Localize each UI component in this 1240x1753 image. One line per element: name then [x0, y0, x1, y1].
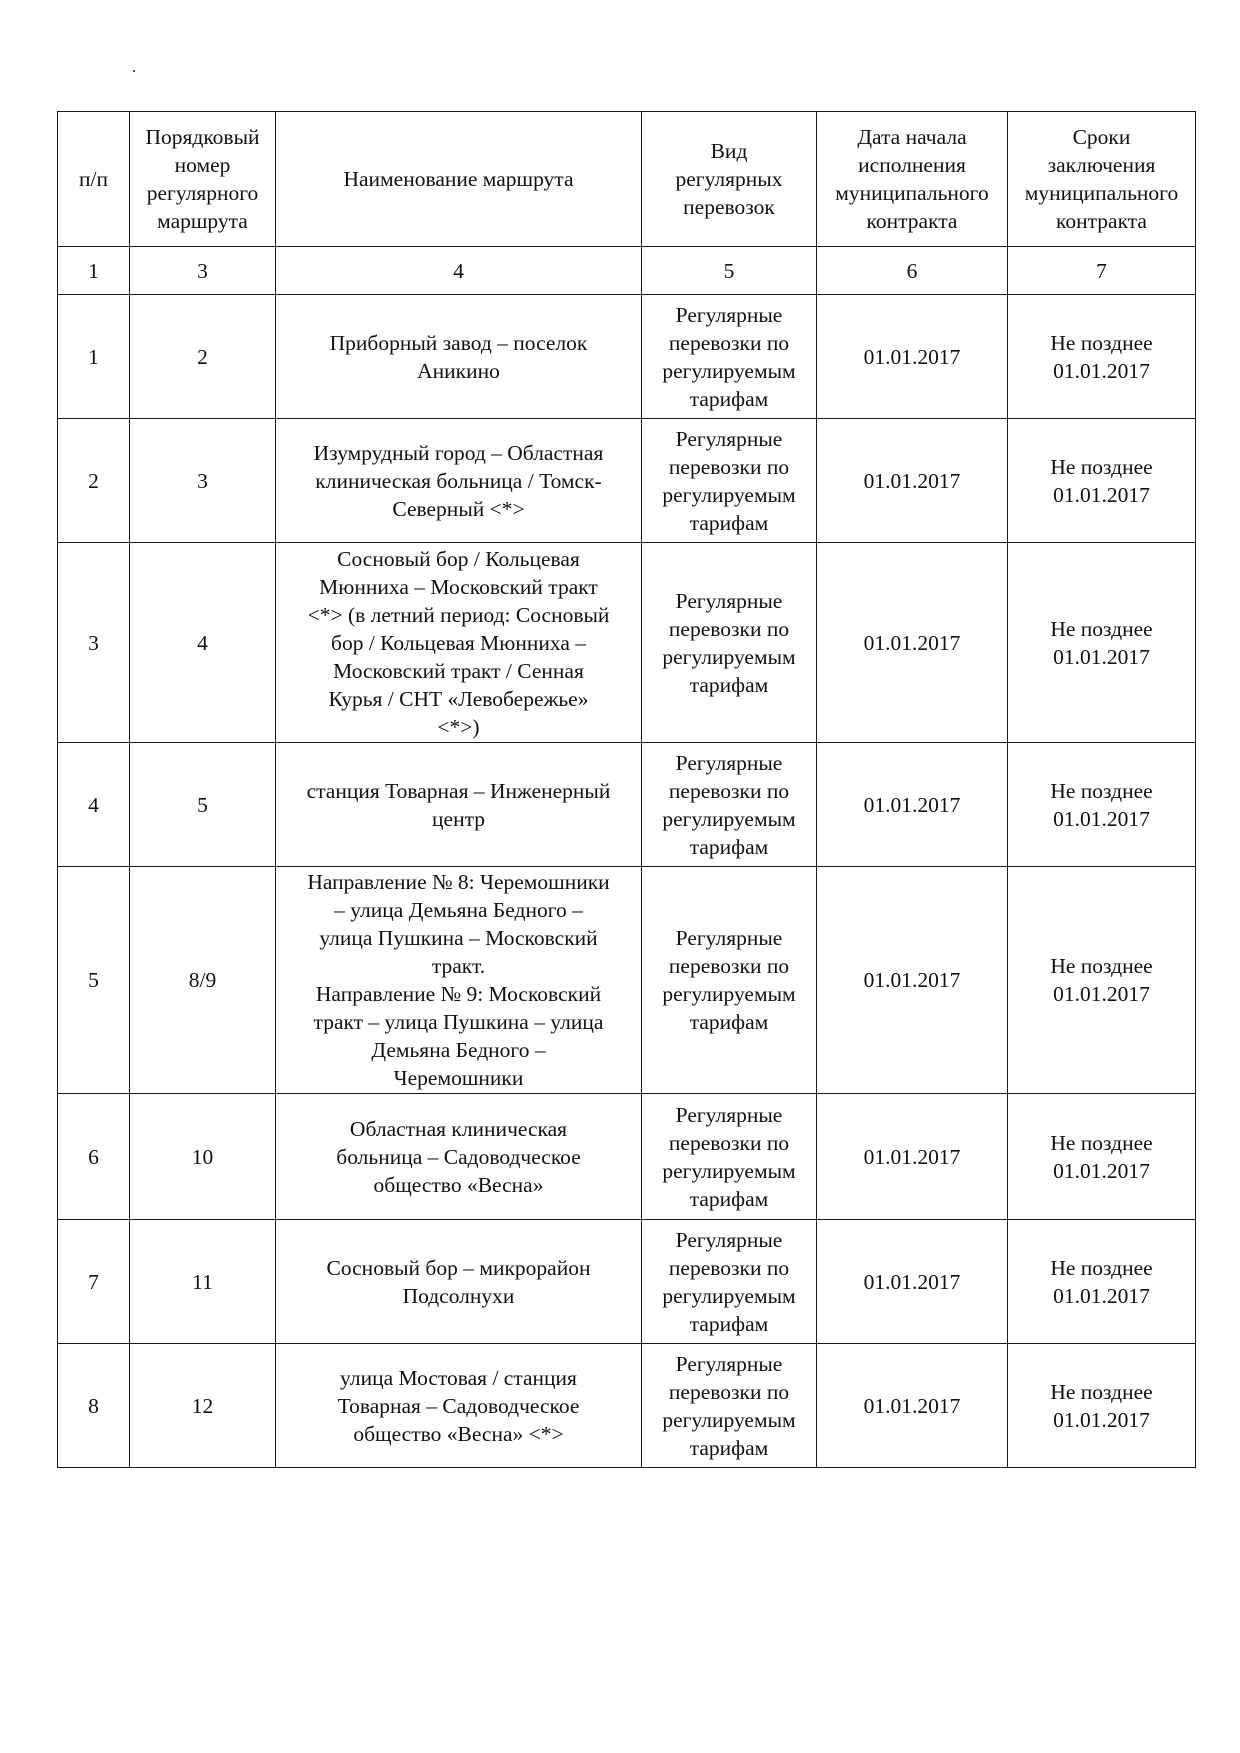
cell-contract-start-date: 01.01.2017 — [817, 419, 1008, 543]
header-row — [58, 112, 1196, 247]
cell-route-name — [276, 1220, 642, 1344]
text-line: тарифам — [689, 1311, 769, 1336]
cell-contract-start-date: 01.01.2017 — [817, 1220, 1008, 1344]
cell-pp: 5 — [58, 867, 130, 1094]
text-line: п/п — [79, 167, 108, 191]
text-line: Регулярные — [675, 1227, 783, 1252]
cell-contract-start-date: 01.01.2017 — [817, 543, 1008, 743]
text-line: Вид — [710, 139, 748, 163]
text-line: Сроки — [1072, 125, 1131, 149]
text-line: Не позднее — [1050, 954, 1153, 978]
text-line: перевозки по — [668, 454, 790, 479]
text-line: регулируемым — [662, 358, 796, 383]
cell-route-number: 10 — [130, 1094, 276, 1220]
cell-contract-deadline — [1008, 743, 1196, 867]
cell-contract-start-date: 01.01.2017 — [817, 867, 1008, 1094]
text-line: Регулярные — [675, 926, 783, 950]
text-line: регулируемым — [662, 1407, 796, 1432]
text-line: регулируемым — [662, 482, 796, 507]
cell-contract-start-date: 01.01.2017 — [817, 1094, 1008, 1220]
text-line: Регулярные — [675, 588, 783, 613]
text-line: 01.01.2017 — [1053, 1283, 1150, 1308]
text-line: перевозки по — [668, 616, 790, 641]
text-line: муниципального — [835, 181, 989, 205]
text-line: регулярного — [146, 181, 259, 205]
table-row — [58, 543, 1196, 743]
text-line: больница – Садоводческое — [336, 1144, 581, 1169]
cell-route-number: 2 — [130, 295, 276, 419]
cell-route-number: 3 — [130, 419, 276, 543]
cell-contract-start-date: 01.01.2017 — [817, 295, 1008, 419]
text-line: Изумрудный город – Областная — [313, 440, 604, 465]
text-line: Черемошники — [393, 1066, 524, 1090]
cell-contract-deadline — [1008, 867, 1196, 1094]
text-line: Областная клиническая — [349, 1116, 568, 1141]
text-line: Регулярные — [675, 750, 783, 775]
text-line: <*>) — [437, 714, 480, 739]
table-row — [58, 1094, 1196, 1220]
cell-route-number: 4 — [130, 543, 276, 743]
cell-transport-type — [642, 295, 817, 419]
table-row — [58, 867, 1196, 1094]
text-line: тарифам — [689, 672, 769, 697]
text-line: клиническая больница / Томск- — [315, 468, 602, 493]
cell-route-name — [276, 867, 642, 1094]
cell-transport-type — [642, 1344, 817, 1468]
routes-table — [57, 111, 1196, 1468]
cell-pp: 1 — [58, 295, 130, 419]
text-line: общество «Весна» — [373, 1172, 544, 1197]
cell-contract-deadline — [1008, 1094, 1196, 1220]
text-line: регулируемым — [662, 982, 796, 1006]
cell-contract-start-date: 01.01.2017 — [817, 1344, 1008, 1468]
cell-route-name — [276, 1344, 642, 1468]
text-line: исполнения — [858, 153, 966, 177]
text-line: Подсолнухи — [402, 1283, 515, 1308]
cell-pp: 3 — [58, 543, 130, 743]
text-line: номер — [174, 153, 231, 177]
text-line: тарифам — [689, 1010, 769, 1034]
text-line: перевозки по — [668, 778, 790, 803]
text-line: центр — [432, 806, 485, 831]
column-number: 7 — [1008, 247, 1196, 295]
table-row — [58, 743, 1196, 867]
cell-route-name — [276, 1094, 642, 1220]
text-line: Приборный завод – поселок — [329, 330, 588, 355]
text-line: Регулярные — [675, 1351, 783, 1376]
cell-route-name — [276, 295, 642, 419]
cell-route-number: 11 — [130, 1220, 276, 1344]
cell-pp: 7 — [58, 1220, 130, 1344]
table-row — [58, 1344, 1196, 1468]
text-line: тарифам — [689, 1186, 769, 1211]
cell-route-number: 12 — [130, 1344, 276, 1468]
text-line: перевозки по — [668, 1255, 790, 1280]
column-number: 4 — [276, 247, 642, 295]
text-line: заключения — [1047, 153, 1156, 177]
header-route-number — [130, 112, 276, 247]
text-line: Мюнниха – Московский тракт — [319, 574, 598, 599]
table-row — [58, 419, 1196, 543]
column-number: 3 — [130, 247, 276, 295]
text-line: 01.01.2017 — [1053, 482, 1150, 507]
text-line: перевозок — [683, 195, 775, 219]
cell-transport-type — [642, 1094, 817, 1220]
cell-contract-deadline — [1008, 295, 1196, 419]
text-line: тарифам — [689, 510, 769, 535]
cell-transport-type — [642, 543, 817, 743]
table-row — [58, 1220, 1196, 1344]
text-line: тарифам — [689, 1435, 769, 1460]
text-line: Направление № 9: Московский — [315, 982, 602, 1006]
text-line: перевозки по — [668, 1379, 790, 1404]
text-line: улица Пушкина – Московский — [319, 926, 598, 950]
text-line: Курья / СНТ «Левобережье» — [328, 686, 589, 711]
text-line: муниципального — [1024, 181, 1179, 205]
text-line: Регулярные — [675, 1102, 783, 1127]
header-pp — [58, 112, 130, 247]
column-number: 1 — [58, 247, 130, 295]
text-line: Регулярные — [675, 426, 783, 451]
text-line: Наименование маршрута — [343, 167, 574, 191]
text-line: Не позднее — [1050, 454, 1153, 479]
text-line: <*> (в летний период: Сосновый — [307, 602, 610, 627]
text-line: регулируемым — [662, 1158, 796, 1183]
text-line: бор / Кольцевая Мюнниха – — [331, 630, 586, 655]
text-line: 01.01.2017 — [1053, 358, 1150, 383]
cell-route-name — [276, 543, 642, 743]
text-line: Московский тракт / Сенная — [333, 658, 584, 683]
text-line: регулируемым — [662, 806, 796, 831]
text-line: маршрута — [157, 209, 248, 233]
text-line: Не позднее — [1050, 1255, 1153, 1280]
cell-contract-deadline — [1008, 1344, 1196, 1468]
text-line: Товарная – Садоводческое — [337, 1393, 580, 1418]
header-contract-deadline — [1008, 112, 1196, 247]
column-number-row — [58, 247, 1196, 295]
text-line: Не позднее — [1050, 778, 1153, 803]
header-transport-type — [642, 112, 817, 247]
text-line: контракта — [1056, 209, 1147, 233]
cell-route-number: 5 — [130, 743, 276, 867]
text-line: Дата начала — [857, 125, 967, 149]
cell-pp: 6 — [58, 1094, 130, 1220]
text-line: 01.01.2017 — [1053, 644, 1150, 669]
text-line: 01.01.2017 — [1053, 982, 1150, 1006]
text-line: общество «Весна» <*> — [353, 1421, 564, 1446]
header-route-name — [276, 112, 642, 247]
column-number: 5 — [642, 247, 817, 295]
scan-artifact-dot — [133, 70, 135, 72]
column-number: 6 — [817, 247, 1008, 295]
text-line: перевозки по — [668, 1130, 790, 1155]
text-line: станция Товарная – Инженерный — [306, 778, 611, 803]
text-line: перевозки по — [668, 954, 790, 978]
cell-route-name — [276, 743, 642, 867]
cell-contract-start-date: 01.01.2017 — [817, 743, 1008, 867]
cell-route-number: 8/9 — [130, 867, 276, 1094]
cell-transport-type — [642, 867, 817, 1094]
cell-contract-deadline — [1008, 1220, 1196, 1344]
text-line: Демьяна Бедного – — [371, 1038, 546, 1062]
text-line: Не позднее — [1050, 1379, 1153, 1404]
text-line: 01.01.2017 — [1053, 1407, 1150, 1432]
header-contract-start-date — [817, 112, 1008, 247]
table-body — [58, 295, 1196, 1468]
text-line: перевозки по — [668, 330, 790, 355]
text-line: контракта — [866, 209, 958, 233]
text-line: Не позднее — [1050, 330, 1153, 355]
cell-pp: 4 — [58, 743, 130, 867]
text-line: тарифам — [689, 386, 769, 411]
text-line: регулируемым — [662, 644, 796, 669]
text-line: 01.01.2017 — [1053, 1158, 1150, 1183]
cell-contract-deadline — [1008, 543, 1196, 743]
table-row — [58, 295, 1196, 419]
cell-pp: 2 — [58, 419, 130, 543]
cell-route-name — [276, 419, 642, 543]
text-line: Сосновый бор – микрорайон — [326, 1255, 591, 1280]
cell-contract-deadline — [1008, 419, 1196, 543]
text-line: регулируемым — [662, 1283, 796, 1308]
text-line: 01.01.2017 — [1053, 806, 1150, 831]
text-line: Сосновый бор / Кольцевая — [337, 546, 580, 571]
text-line: тракт. — [431, 954, 486, 978]
text-line: регулярных — [675, 167, 783, 191]
cell-transport-type — [642, 1220, 817, 1344]
cell-pp: 8 — [58, 1344, 130, 1468]
text-line: улица Мостовая / станция — [340, 1365, 577, 1390]
cell-transport-type — [642, 743, 817, 867]
text-line: Направление № 8: Черемошники — [307, 870, 610, 894]
table-header — [58, 112, 1196, 295]
text-line: Регулярные — [675, 302, 783, 327]
text-line: – улица Демьяна Бедного – — [334, 898, 583, 922]
text-line: Аникино — [417, 358, 500, 383]
text-line: тракт – улица Пушкина – улица — [313, 1010, 604, 1034]
text-line: Порядковый — [145, 125, 260, 149]
text-line: Не позднее — [1050, 616, 1153, 641]
cell-transport-type — [642, 419, 817, 543]
text-line: Северный <*> — [392, 496, 525, 521]
text-line: тарифам — [689, 834, 769, 859]
text-line: Не позднее — [1050, 1130, 1153, 1155]
